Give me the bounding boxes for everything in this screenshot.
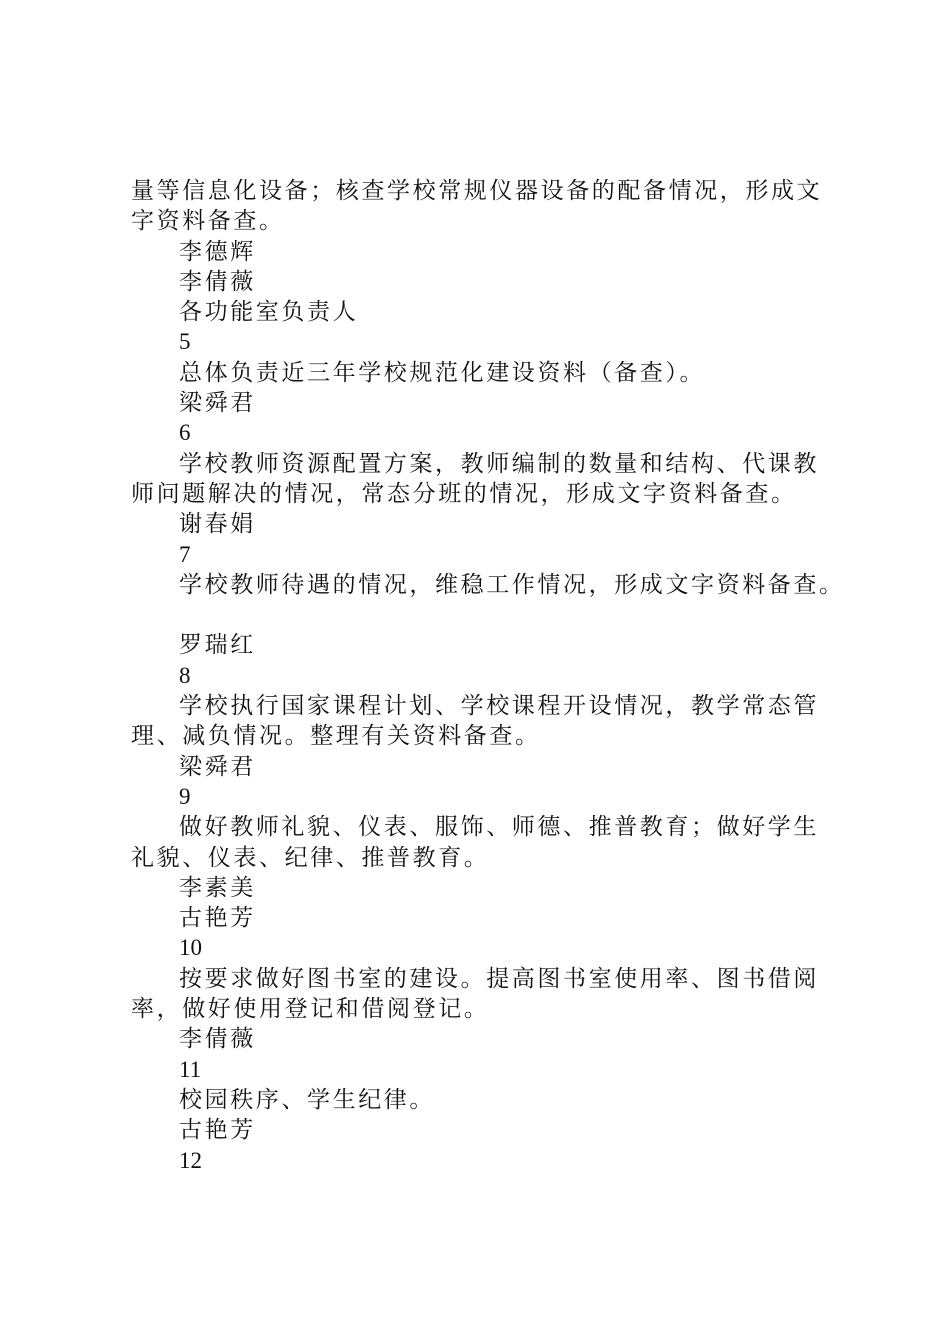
person-name: 古艳芳 [179,1117,256,1144]
blank-line [131,600,851,630]
person-name: 梁舜君 [179,753,256,780]
item-number: 5 [179,329,191,355]
item-number: 9 [179,783,191,809]
person-name: 梁舜君 [179,390,256,417]
text-line: 学校执行国家课程计划、学校课程开设情况，教学常态管 [179,693,819,720]
text-line: 率，做好使用登记和借阅登记。 [131,996,490,1023]
text-line: 校园秩序、学生纪律。 [179,1086,435,1113]
text-line: 按要求做好图书室的建设。提高图书室使用率、图书借阅 [179,965,819,992]
document-body [131,176,851,1176]
text-line: 字资料备查。 [131,208,285,235]
text-line: 做好教师礼貌、仪表、服饰、师德、推普教育；做好学生 [179,814,819,841]
text-line: 理、减负情况。整理有关资料备查。 [131,723,541,750]
item-number: 6 [179,420,191,446]
text-line: 师问题解决的情况，常态分班的情况，形成文字资料备查。 [131,480,797,507]
person-name: 各功能室负责人 [179,299,359,326]
person-name: 李素美 [179,874,256,901]
text-line: 学校教师待遇的情况，维稳工作情况，形成文字资料备查。 [179,571,845,598]
person-name: 谢春娟 [179,511,256,538]
item-number: 8 [179,662,191,688]
text-line: 量等信息化设备；核查学校常规仪器设备的配备情况，形成文 [131,178,823,204]
text-line: 学校教师资源配置方案，教师编制的数量和结构、代课教 [179,450,819,477]
item-number: 12 [179,1147,202,1173]
person-name: 罗瑞红 [179,632,256,659]
item-number: 10 [179,935,202,961]
item-number: 11 [179,1056,202,1082]
text-line: 礼貌、仪表、纪律、推普教育。 [131,844,490,871]
text-line: 总体负责近三年学校规范化建设资料（备查）。 [179,359,706,386]
person-name: 李德辉 [179,238,256,265]
person-name: 古艳芳 [179,905,256,932]
person-name: 李倩薇 [179,1026,256,1053]
person-name: 李倩薇 [179,268,256,295]
item-number: 7 [179,541,191,567]
